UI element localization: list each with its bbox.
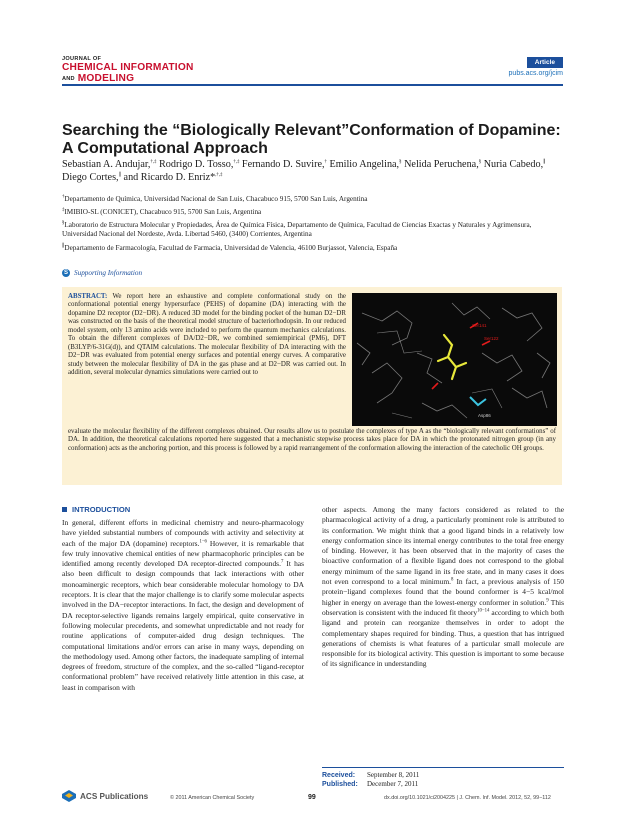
journal-name-line1: JOURNAL OF [62, 56, 102, 62]
toc-graphic [352, 293, 557, 426]
abstract-box [62, 287, 562, 485]
received-date [322, 771, 564, 780]
intro-heading-text: INTRODUCTION [72, 505, 131, 514]
publisher-name: ACS Publications [80, 791, 149, 801]
copyright-notice: © 2011 American Chemical Society [170, 795, 255, 801]
published-value: December 7, 2011 [367, 780, 419, 789]
section-marker-icon [62, 507, 67, 512]
abstract-text-part1 [68, 293, 346, 378]
published-label: Published: [322, 781, 358, 789]
molecular-model-graphic [352, 293, 557, 426]
supporting-info-link[interactable] [62, 269, 142, 277]
journal-name-line2: CHEMICAL INFORMATION [62, 62, 194, 73]
acs-logo-icon [62, 790, 76, 802]
page-number: 99 [308, 794, 316, 801]
article-dates [322, 767, 564, 789]
article-type-badge: Article [527, 57, 563, 68]
received-label: Received: [322, 772, 356, 779]
published-date [322, 780, 564, 789]
received-value: September 8, 2011 [367, 771, 420, 779]
affiliation-4: ∥Departamento de Farmacología, Facultad de Farmacia, Universidad de Valencia, 46100 Burjassot, Valencia, España [62, 243, 398, 252]
toc-label-ser141: Ser141 [472, 323, 487, 328]
affiliation-2: ‡IMIBIO-SL (CONICET), Chacabuco 915, 5700 San Luis, Argentina [62, 207, 262, 216]
article-title: Searching the “Biologically Relevant”Conformation of Dopamine: A Computational Approach [62, 122, 561, 157]
toc-label-ser122: Ser122 [484, 336, 499, 341]
affiliation-1: †Departamento de Química, Universidad Nacional de San Luis, Chacabuco 915, 5700 San Luis, Argentina [62, 194, 368, 203]
body-column-left: In general, different efforts in medicinal chemistry and neuro-pharmacology have yielded substantial numbers of compounds with activity and selectivity at each of the major DA (dopamine) receptors.$^{1-6}$ However, it is remarkable that few truly innovative chemical entities of new pharmacophoric principles can be identified among recently developed DA receptor-directed compounds.$^7$ It has also been difficult to design compounds that lack interactions with other monoaminergic receptors, which bear considerable molecular homology to DA receptors. It is clear that the major challenge is to clarify some molecular aspects involved in the DA−receptor interactions. In fact, the design and development of DA receptor-selective ligands remains largely empirical, quite conservative in following molecular precedents, and somewhat unpredictable and not ready for routine applications of computer-aided drug design techniques. The computational limitations and/or errors can arise in many ways, depending on the methodology used. Among other factors, the inadequate sampling of internal degrees of freedom, structure of the complex, and the so-called “ligand-receptor conformational problem” have received relatively little attention in this case, at least in comparison with [62, 518, 305, 692]
supporting-info-label: Supporting Information [74, 269, 143, 277]
doi-citation-link[interactable]: dx.doi.org/10.1021/ci2004225 | J. Chem. Inf. Model. 2012, 52, 99−112 [384, 795, 551, 801]
body-column-right: other aspects. Among the many factors considered as related to the pharmacological activity of a drug, a particularly prominent role is attributed to its conformation. We might think that a good ligand binds in a relatively low energy conformation since its internal energy contributes to the total free energy of binding. However, it has been observed that in the majority of cases the bioactive conformation of a flexible ligand does not correspond to the global energy minimum of the same ligand in its free state, and in many cases it does not even correspond to a local minimum.$^8$ In fact, a previous analysis of 150 protein−ligand complexes found that the bound conformer is 4−5 kcal/mol higher in energy on average than the lowest-energy conformer in solution.$^9$ This observation is consistent with the induced fit theory$^{10-14}$ according to which both ligand and protein can reorganize themselves in order to adopt the complementary shapes required for binding. Thus, a question that has intrigued generations of chemists is what features of a particular small molecule are responsible for its biological activity. This question is important to some because of its significance in understanding [322, 505, 564, 669]
abstract-label: ABSTRACT: [68, 293, 108, 300]
journal-logo [62, 56, 252, 85]
journal-and: AND [62, 76, 75, 82]
affiliation-3: §Laboratorio de Estructura Molecular y Propiedades, Área de Química Física, Departamento de Química, Facultad de Ciencias Exactas y Naturales y Agrimensura, Universidad Nacional del Nordeste, Avda. Libertad 5460, (3400) Corrientes, Argentina [62, 220, 532, 239]
author-list: Sebastian A. Andujar,†,‡ Rodrigo D. Tosso,†,‡ Fernando D. Suvire,† Emilio Angelina,§ Nelida Peruchena,§ Nuria Cabedo,∥ Diego Cortes,∥ and Ricardo D. Enriz*,†,‡ [62, 159, 546, 183]
abstract-body-1: We report here an exhaustive and complete conformational study on the conformational potential energy hypersurface (PEHS) of dopamine (DA) interacting with the dopamine D2 receptor (D2−DR). A reduced 3D model for the binding pocket of the human D2−DR was constructed on the basis of the theoretical model structure of bacteriorhodopsin. In our reduced model system, only 13 amino acids were included to perform the quantum mechanics calculations. To obtain the different complexes of DA/D2−DR, we combined semiempirical (PM6), DFT (B3LYP/6-31G(d)), and QTAIM calculations. The molecular flexibility of DA interacting with the D2−DR was evaluated from potential energy surfaces and potential energy curves. A comparative study between the molecular flexibility of DA in the gas phase and at D2−DR was carried out. In addition, several molecular dynamics simulations were carried out to [68, 293, 346, 377]
abstract-text-part2: evaluate the molecular flexibility of the different complexes obtained. Our results allow us to postulate the complexes of type A as the “biologically relevant conformations” of DA. In addition, the theoretical calculations reported here suggested that a mechanistic stepwise process takes place for DA in which the protonated nitrogen group (in any conformation) acts as the anchoring portion, and this process is followed by a rapid rearrangement of the conformation allowing the interaction of the catecholic OH groups. [68, 428, 556, 452]
journal-url-link[interactable]: pubs.acs.org/jcim [508, 70, 563, 77]
header-rule [62, 84, 563, 86]
section-heading-introduction [62, 505, 130, 514]
supporting-info-icon: S [63, 270, 68, 276]
acs-publications-logo [62, 790, 148, 802]
toc-label-asp86: Asp86 [478, 413, 491, 418]
journal-modeling: MODELING [77, 73, 135, 84]
